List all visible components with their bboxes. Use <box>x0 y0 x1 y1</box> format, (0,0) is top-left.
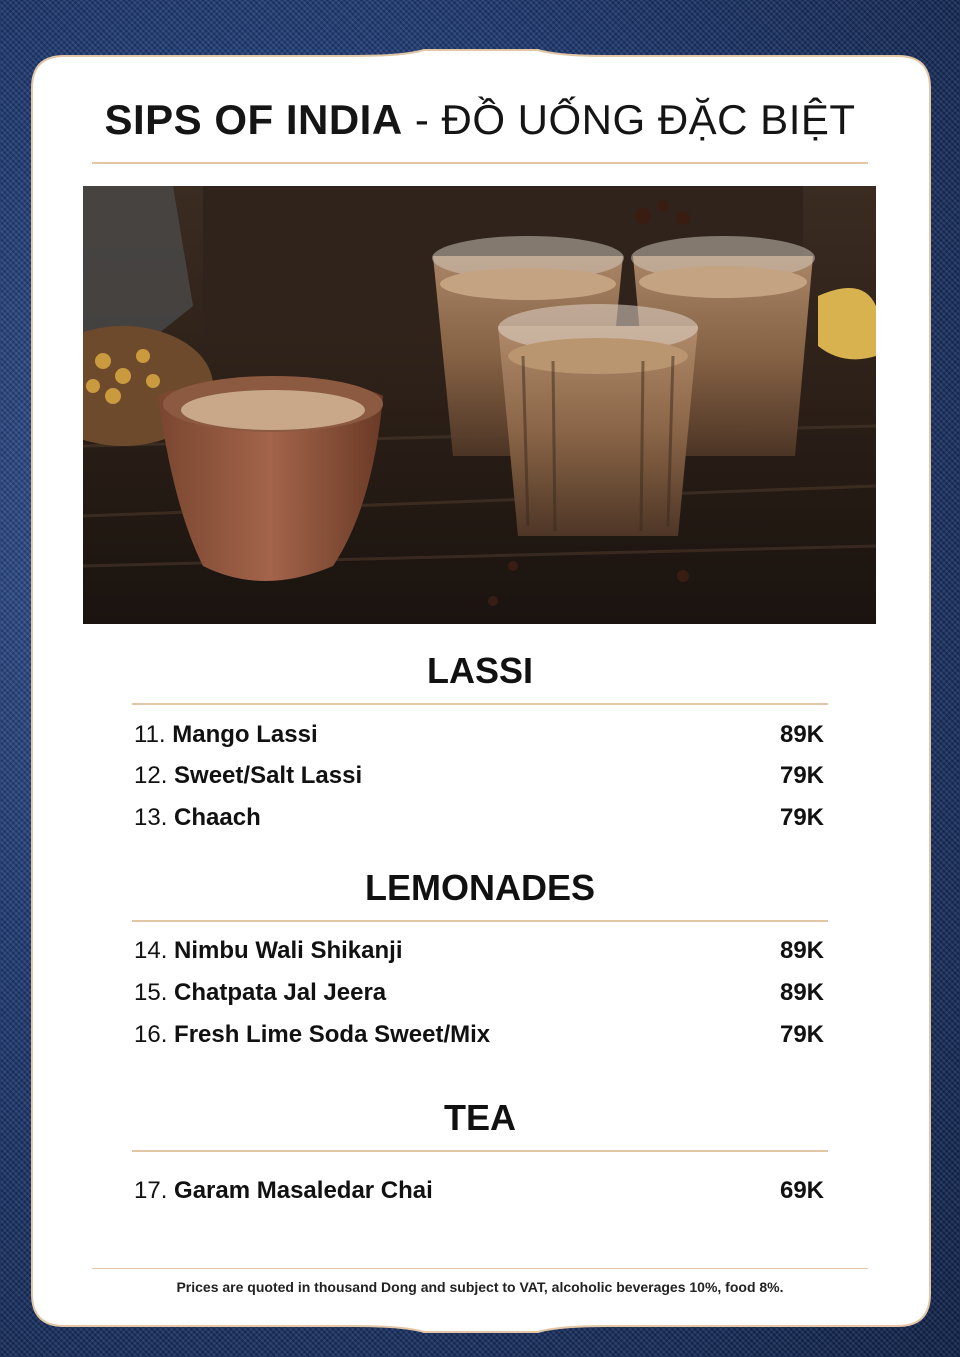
item-number: 17. <box>134 1177 175 1204</box>
chai-glasses-and-clay-cup-icon <box>83 186 876 624</box>
item-name: Sweet/Salt Lassi <box>174 762 363 789</box>
section-divider <box>132 703 828 705</box>
section-title-lemonades: LEMONADES <box>364 867 595 908</box>
chai-photo <box>83 186 876 624</box>
page-title <box>0 96 960 144</box>
price-note: Prices are quoted in thousand Dong and subject to VAT, alcoholic beverages 10%, food 8%. <box>176 1279 784 1295</box>
menu-item <box>134 979 824 1013</box>
item-number: 13. <box>134 804 175 831</box>
item-price: 89K <box>779 937 824 964</box>
menu-item <box>134 1021 824 1055</box>
menu-item <box>134 937 824 971</box>
item-price: 69K <box>779 1177 824 1204</box>
item-price: 79K <box>779 1021 824 1048</box>
section-divider <box>132 1150 828 1152</box>
item-number: 15. <box>134 979 175 1006</box>
item-name: Garam Masaledar Chai <box>174 1177 433 1204</box>
section-divider <box>132 920 828 922</box>
menu-item <box>134 721 824 755</box>
title-subtitle: - ĐỒ UỐNG ĐẶC BIỆT <box>402 96 856 143</box>
menu-item <box>134 1177 824 1211</box>
footer-divider <box>92 1268 868 1269</box>
item-number: 12. <box>134 762 175 789</box>
item-price: 79K <box>779 804 824 831</box>
item-name: Mango Lassi <box>172 721 318 748</box>
section-title-lassi: LASSI <box>426 650 533 691</box>
section-title-tea: TEA <box>444 1097 516 1138</box>
item-name: Fresh Lime Soda Sweet/Mix <box>174 1021 491 1048</box>
item-name: Chaach <box>174 804 261 831</box>
item-name: Nimbu Wali Shikanji <box>174 937 403 964</box>
item-price: 89K <box>779 721 824 748</box>
item-price: 89K <box>779 979 824 1006</box>
item-number: 14. <box>134 937 175 964</box>
title-divider <box>92 162 868 164</box>
item-price: 79K <box>779 762 824 789</box>
item-name: Chatpata Jal Jeera <box>174 979 387 1006</box>
menu-item <box>134 804 824 838</box>
title-main: SIPS OF INDIA <box>104 96 403 143</box>
item-number: 16. <box>134 1021 175 1048</box>
item-number: 11. <box>134 721 173 748</box>
menu-item <box>134 762 824 796</box>
